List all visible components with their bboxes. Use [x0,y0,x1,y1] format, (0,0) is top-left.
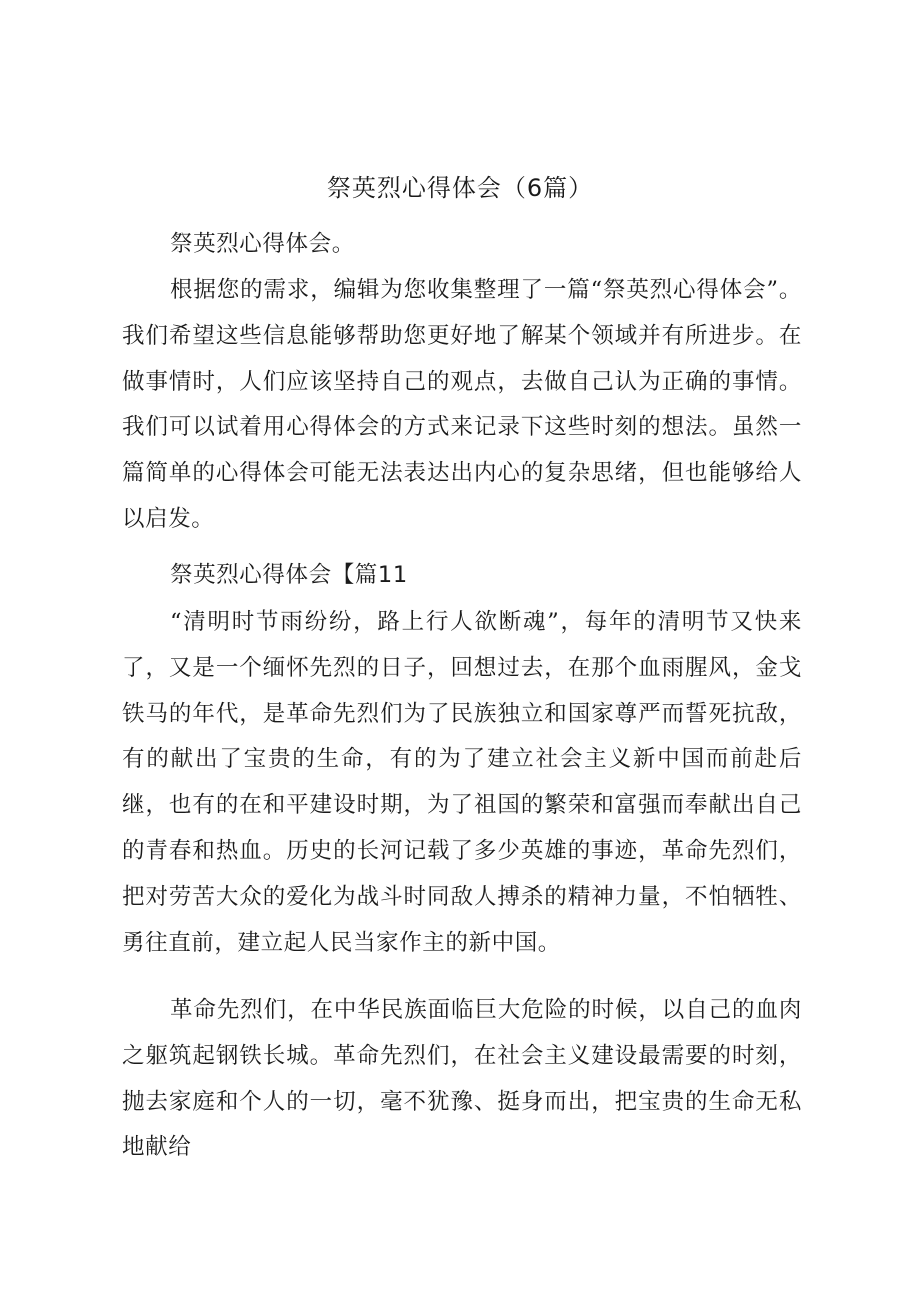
body-paragraph-2: 革命先烈们，在中华民族面临巨大危险的时候，以自己的血肉之躯筑起钢铁长城。革命先烈们，在社会主义建设最需要的时刻，抛去家庭和个人的一切，毫不犹豫、挺身而出，把宝贵的生命无私地献给 [122,997,802,1161]
intro-paragraph: 根据您的需求，编辑为您收集整理了一篇“祭英烈心得体会”。我们希望这些信息能够帮助您更好地了解某个领域并有所进步。在做事情时，人们应该坚持自己的观点，去做自己认为正确的事情。我们可以试着用心得体会的方式来记录下这些时刻的想法。虽然一篇简单的心得体会可能无法表达出内心的复杂思绪，但也能够给人以启发。 [122,277,802,532]
document-subtitle: 祭英烈心得体会。 [170,231,355,257]
section-heading: 祭英烈心得体会【篇11 [170,562,408,588]
document-title: 祭英烈心得体会（6篇） [326,174,594,202]
body-paragraph-1: “清明时节雨纷纷，路上行人欲断魂”，每年的清明节又快来了，又是一个缅怀先烈的日子，回想过去，在那个血雨腥风，金戈铁马的年代，是革命先烈们为了民族独立和国家尊严而誓死抗敌，有的献出了宝贵的生命，有的为了建立社会主义新中国而前赴后继，也有的在和平建设时期，为了祖国的繁荣和富强而奉献出自己的青春和热血。历史的长河记载了多少英雄的事迹，革命先烈们，把对劳苦大众的爱化为战斗时同敌人搏杀的精神力量，不怕牺牲、勇往直前，建立起人民当家作主的新中国。 [122,609,802,956]
